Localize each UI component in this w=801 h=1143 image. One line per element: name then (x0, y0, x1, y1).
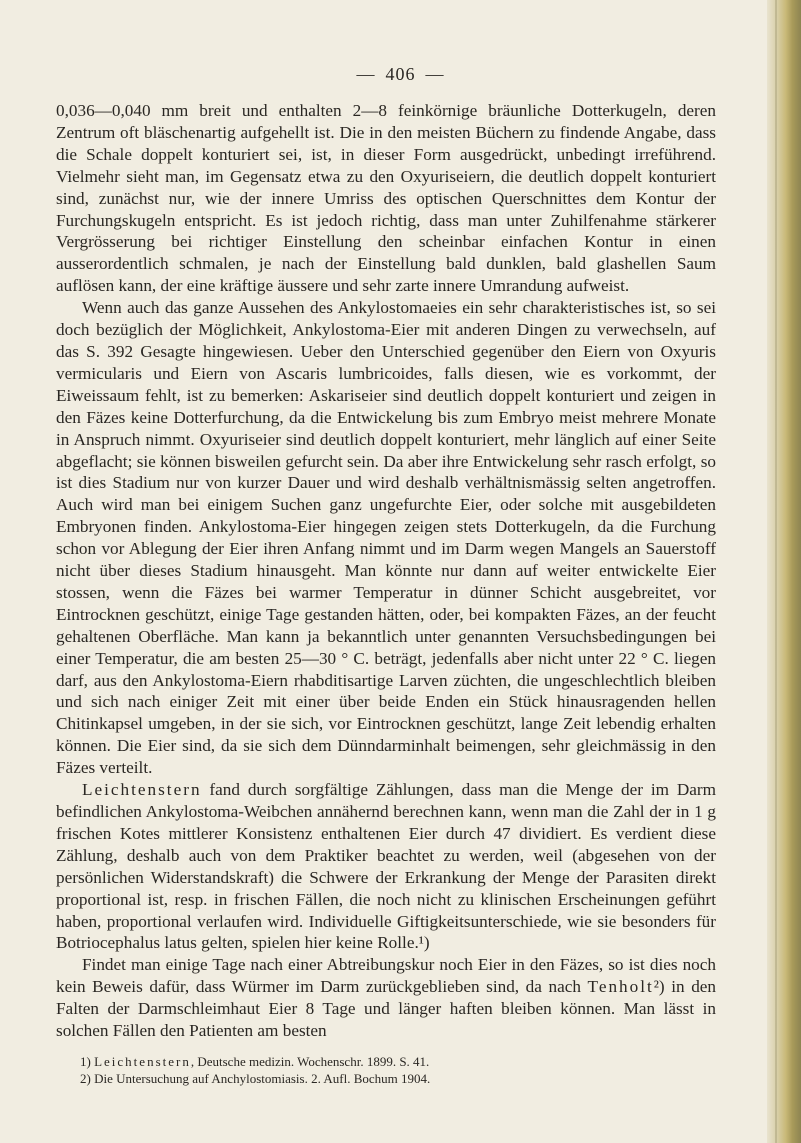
paragraph-4-text-a: Findet man einige Tage nach einer Abtreibungskur noch Eier in den Fäzes, so ist dies noch kein Beweis dafür, dass Würmer im Darm zurückgeblieben sind, da nach (56, 955, 716, 997)
page-number: 406 (385, 64, 416, 84)
page-header (0, 64, 801, 85)
header-dash-right: — (425, 64, 445, 84)
paragraph-3-text: fand durch sorgfältige Zählungen, dass man die Menge der im Darm befindlichen Ankylostoma-Weibchen annähernd berechnen kann, wenn man die Zahl der in 1 g frischen Kotes mittlerer Konsistenz enthaltenen Eier durch 47 dividiert. Es verdient diese Zählung, deshalb auch von dem Praktiker beachtet zu werden, weil (abgesehen von der persönlichen Widerstandskraft) die Schwere der Erkrankung der Menge der Parasiten direkt proportional ist, resp. in frischen Fällen, die noch nicht zu klinischen Erscheinungen geführt haben, proportional verlaufen wird. Individuelle Giftigkeitsunterschiede, wie sie besonders für Botriocephalus latus gelten, spielen hier keine Rolle.¹) (56, 780, 716, 953)
footnote-2-marker: 2) (80, 1071, 95, 1086)
paragraph-4-text-b: ²) in den Falten der Darmschleimhaut Eier 8 Tage und länger haften bleiben können. Man lässt in solchen Fällen den Patienten am besten (56, 977, 717, 1041)
footnote-1-author: Leichtenstern (94, 1054, 191, 1069)
footnotes (80, 1053, 720, 1087)
footnote-1-marker: 1) (80, 1054, 95, 1069)
paragraph-1: 0,036—0,040 mm breit und enthalten 2—8 feinkörnige bräunliche Dotterkugeln, deren Zentrum oft bläschenartig aufgehellt ist. Die in den meisten Büchern zu findende Angabe, dass die Schale doppelt konturiert sei, ist, in dieser Form ausgedrückt, unbedingt irreführend. Vielmehr sieht man, im Gegensatz etwa zu den Oxyuriseiern, die deutlich doppelt konturiert sind, zunächst nur, wie der innere Umriss des optischen Querschnittes dem Kontur der Furchungskugeln entspricht. Es ist jedoch richtig, dass man unter Zuhilfenahme stärkerer Vergrösserung bei richtiger Einstellung den scheinbar einfachen Kontur in einen ausserordentlich schmalen, je nach der Einstellung bald dunklen, bald glashellen Saum auflösen kann, der eine kräftige äussere und sehr zarte innere Umrandung aufweist. (56, 101, 716, 296)
paragraph-4 (56, 954, 716, 1042)
author-tenholt: Tenholt (587, 977, 654, 997)
page-edge-shadow (767, 0, 801, 1143)
paragraph-2: Wenn auch das ganze Aussehen des Ankylostomaeies ein sehr charakteristisches ist, so sei doch bezüglich der Möglichkeit, Ankylostoma-Eier mit anderen Dingen zu verwechseln, auf das S. 392 Gesagte hingewiesen. Ueber den Unterschied gegenüber den Eiern von Oxyuris vermicularis und Eiern von Ascaris lumbricoides, falls diesen, wie es vorkommt, der Eiweissaum fehlt, ist zu bemerken: Askariseier sind deutlich doppelt konturiert und zeigen in den Fäzes keine Dotterfurchung, da die Entwickelung bis zum Embryo meist mehrere Monate in Anspruch nimmt. Oxyuriseier sind deutlich doppelt konturiert, mehr länglich auf einer Seite abgeflacht; sie können bisweilen gefurcht sein. Da aber ihre Entwickelung sehr rasch erfolgt, so ist dies Stadium nur von kurzer Dauer und wird deshalb verhältnismässig selten angetroffen. Auch wird man bei einigem Suchen ganz ungefurchte Eier, oder solche mit ausgebildeten Embryonen finden. Ankylostoma-Eier hingegen zeigen stets Dotterkugeln, da die Furchung schon vor Ablegung der Eier ihren Anfang nimmt und im Darm wegen Mangels an Sauerstoff nicht über dieses Stadium hinausgeht. Man könnte nur dann auf weiter entwickelte Eier stossen, wenn die Fäzes bei warmer Temperatur in dünner Schicht ausgebreitet, vor Eintrocknen geschützt, einige Tage gestanden hätten, oder, bei kompakten Fäzes, an der feucht gehaltenen Oberfläche. Man kann ja bekanntlich unter genannten Versuchsbedingungen bei einer Temperatur, die am besten 25—30 ° C. beträgt, jedenfalls aber nicht unter 22 ° C. liegen darf, aus den Ankylostoma-Eiern rhabditisartige Larven züchten, die ungeschlechtlich bleiben und sich nach einiger Zeit mit einer über beide Enden ein Stück hinausragenden hellen Chitinkapsel umgeben, in der sie sich, vor Eintrocknen geschützt, lange Zeit lebendig erhalten können. Die Eier sind, da sie sich dem Dünndarminhalt beimengen, sehr gleichmässig in den Fäzes verteilt. (56, 298, 716, 778)
footnote-1-text: , Deutsche medizin. Wochenschr. 1899. S. 41. (190, 1054, 430, 1069)
author-leichtenstern: Leichtenstern (82, 780, 202, 800)
footnote-2-text: Die Untersuchung auf Anchylostomiasis. 2. Aufl. Bochum 1904. (94, 1071, 431, 1086)
footnote-2 (80, 1070, 720, 1087)
footnote-1 (80, 1053, 720, 1070)
paragraph-3 (56, 779, 716, 954)
body-text (56, 100, 716, 1042)
header-dash-left: — (356, 64, 376, 84)
